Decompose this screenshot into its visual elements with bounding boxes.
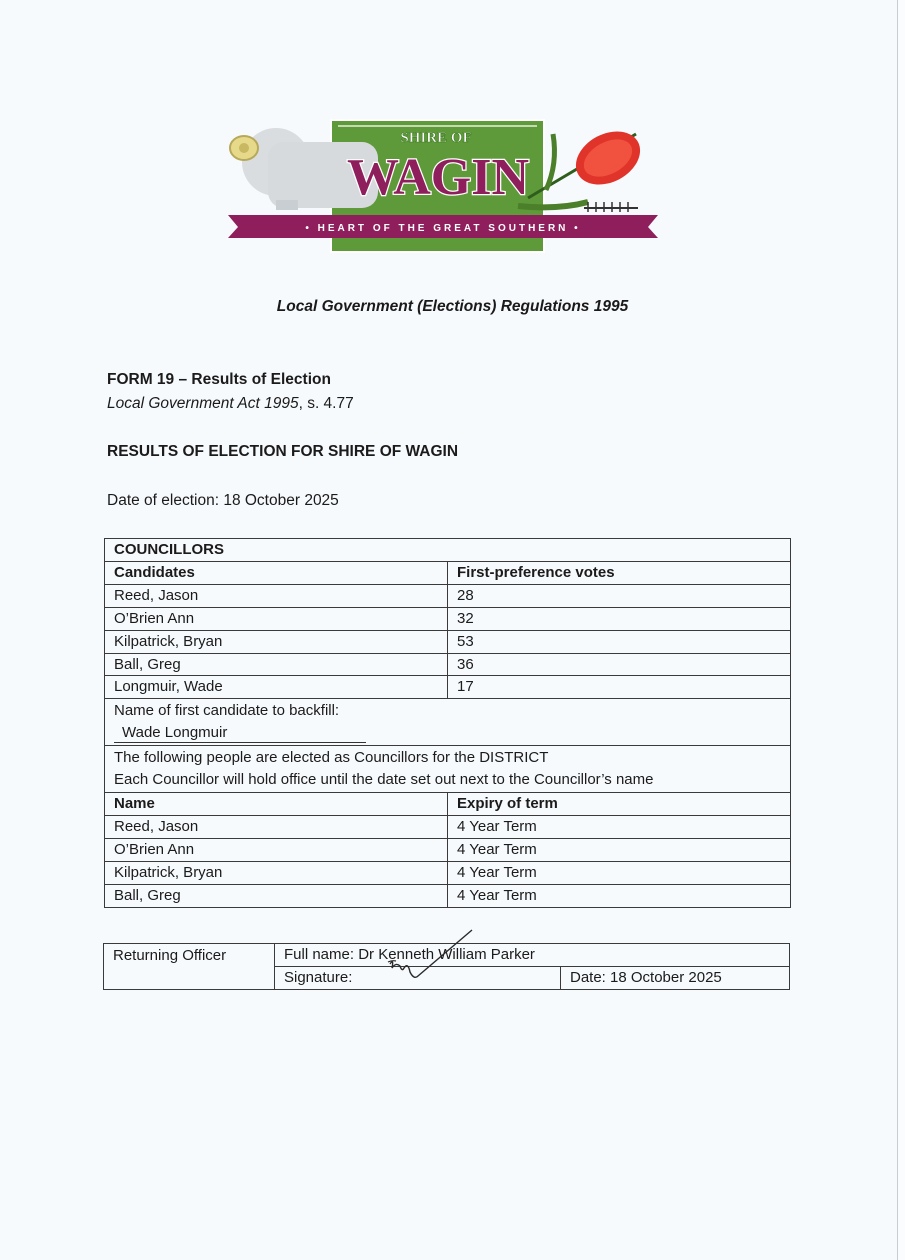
table-header-row [105,561,791,584]
elected-name: Reed, Jason [105,816,448,839]
elected-name: O’Brien Ann [105,839,448,862]
section-title: COUNCILLORS [105,539,791,562]
table-row [105,862,791,885]
election-date-label: Date of election: [107,492,220,509]
candidate-votes: 17 [448,676,791,699]
results-heading: RESULTS OF ELECTION FOR SHIRE OF WAGIN [107,443,459,460]
expiry-header: Expiry of term [448,793,791,816]
election-date-line [107,492,339,510]
page-edge-line [897,0,898,1260]
councillors-results-table [104,538,791,908]
candidate-votes: 32 [448,607,791,630]
form-title: FORM 19 – Results of Election [107,371,331,388]
elected-name: Kilpatrick, Bryan [105,862,448,885]
table-row [105,607,791,630]
logo-main-text: WAGIN [346,149,530,206]
signature-date: Date: 18 October 2025 [561,967,790,990]
table-row [105,816,791,839]
backfill-name: Wade Longmuir [114,723,366,743]
elected-statement-line2: Each Councillor will hold office until the date set out next to the Councillor’s name [114,771,654,789]
returning-officer-table [103,943,790,990]
name-header: Name [105,793,448,816]
act-reference [107,395,354,413]
table-row [105,884,791,907]
elected-term: 4 Year Term [448,839,791,862]
candidate-name: O’Brien Ann [105,607,448,630]
logo-banner-text: • HEART OF THE GREAT SOUTHERN • [305,223,581,234]
candidate-votes: 36 [448,653,791,676]
regulations-title: Local Government (Elections) Regulations 1995 [276,298,629,315]
table-row [105,630,791,653]
table-section-row [105,539,791,562]
act-name: Local Government Act 1995 [107,395,299,412]
candidate-name: Kilpatrick, Bryan [105,630,448,653]
candidate-votes: 28 [448,584,791,607]
signature-label: Signature: [275,967,561,990]
returning-officer-label: Returning Officer [104,944,275,990]
candidate-votes: 53 [448,630,791,653]
election-date-value: 18 October 2025 [223,492,339,509]
votes-header: First-preference votes [448,561,791,584]
table-row [105,676,791,699]
elected-name: Ball, Greg [105,884,448,907]
candidate-name: Longmuir, Wade [105,676,448,699]
table-row [105,839,791,862]
elected-statement-row [105,746,791,793]
officer-full-name: Full name: Dr Kenneth William Parker [275,944,790,967]
act-section: , s. 4.77 [298,395,354,412]
candidate-name: Reed, Jason [105,584,448,607]
page-margin [898,0,905,1260]
backfill-label: Name of first candidate to backfill: [114,702,340,720]
elected-statement-line1: The following people are elected as Councillors for the DISTRICT [114,749,549,767]
backfill-row [105,699,791,746]
table-row [105,584,791,607]
elected-term: 4 Year Term [448,816,791,839]
logo-top-text: SHIRE OF [400,130,472,146]
table-row [105,653,791,676]
elected-term: 4 Year Term [448,862,791,885]
candidates-header: Candidates [105,561,448,584]
shire-of-wagin-logo [228,114,658,266]
elected-term: 4 Year Term [448,884,791,907]
candidate-name: Ball, Greg [105,653,448,676]
elected-header-row [105,793,791,816]
